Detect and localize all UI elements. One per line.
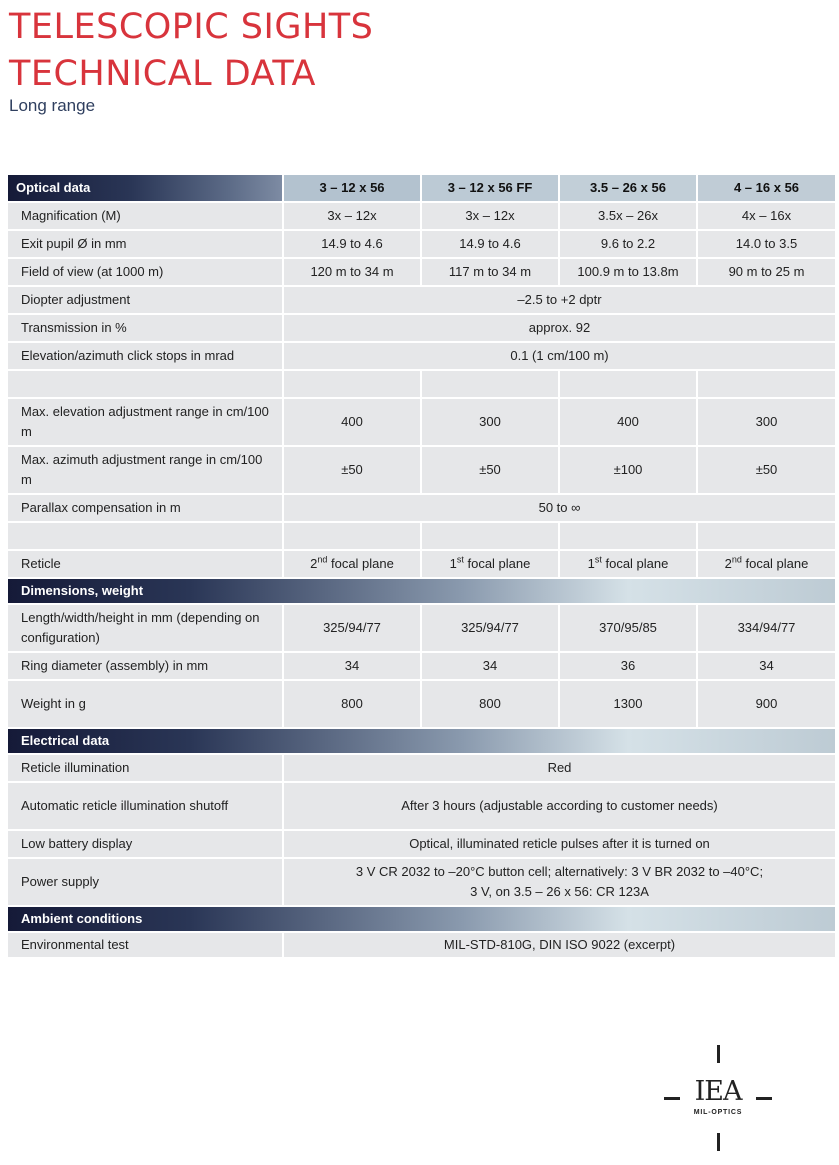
cell-value: 120 m to 34 m [284,259,420,285]
row-label: Weight in g [8,681,282,727]
cell-value: ±100 [560,447,696,493]
power-line-2: 3 V, on 3.5 – 26 x 56: CR 123A [470,884,649,899]
table-row [8,831,835,857]
title-line-2: TECHNICAL DATA [9,54,316,94]
cell-value: 34 [284,653,420,679]
crosshair-right-icon [756,1097,772,1100]
cell-value: 800 [422,681,558,727]
table-row [8,315,835,341]
cell-value: 1300 [560,681,696,727]
row-label: Environmental test [8,933,282,957]
row-label: Magnification (M) [8,203,282,229]
cell-value: 900 [698,681,835,727]
section-title-optical: Optical data [8,175,282,201]
cell-value: 14.9 to 4.6 [422,231,558,257]
section-title-dimensions: Dimensions, weight [8,579,835,603]
cell-value: 3x – 12x [422,203,558,229]
row-label: Elevation/azimuth click stops in mrad [8,343,282,369]
column-header: 3 – 12 x 56 FF [422,175,558,201]
table-row [8,495,835,521]
row-label: Length/width/height in mm (depending on configuration) [8,605,282,651]
row-label: Reticle [8,551,282,577]
table-row [8,399,835,445]
cell-value: 370/95/85 [560,605,696,651]
table-row [8,681,835,727]
title-line-1: TELESCOPIC SIGHTS [9,7,374,47]
table-row [8,859,835,905]
crosshair-left-icon [664,1097,680,1100]
column-header: 4 – 16 x 56 [698,175,835,201]
row-label: Max. azimuth adjustment range in cm/100 m [8,447,282,493]
cell-value: 325/94/77 [284,605,420,651]
cell-value: 34 [422,653,558,679]
cell-value: 400 [284,399,420,445]
row-label: Field of view (at 1000 m) [8,259,282,285]
page-subtitle: Long range [9,96,96,115]
row-label: Reticle illumination [8,755,282,781]
column-header: 3.5 – 26 x 56 [560,175,696,201]
table-row [8,755,835,781]
section-header-row [8,729,835,753]
spacer-row [8,523,835,549]
table-row [8,447,835,493]
optical-header-row [8,175,835,201]
cell-value: ±50 [284,447,420,493]
table-row [8,605,835,651]
cell-value: –2.5 to +2 dptr [284,287,835,313]
crosshair-top-icon [717,1045,720,1063]
cell-value: 300 [422,399,558,445]
cell-value: 14.0 to 3.5 [698,231,835,257]
cell-value: 400 [560,399,696,445]
cell-value: Red [284,755,835,781]
row-label: Low battery display [8,831,282,857]
power-line-1: 3 V CR 2032 to –20°C button cell; alternatively: 3 V BR 2032 to –40°C; [355,864,764,879]
table-row [8,203,835,229]
cell-value: 3x – 12x [284,203,420,229]
technical-data-table [6,173,837,959]
cell-value: 34 [698,653,835,679]
cell-value: After 3 hours (adjustable according to customer needs) [284,783,835,829]
cell-value: 36 [560,653,696,679]
cell-value: 50 to ∞ [284,495,835,521]
cell-value: Optical, illuminated reticle pulses after it is turned on [284,831,835,857]
row-label: Exit pupil Ø in mm [8,231,282,257]
spacer-row [8,371,835,397]
cell-value: 100.9 m to 13.8m [560,259,696,285]
cell-value: 90 m to 25 m [698,259,835,285]
section-title-electrical: Electrical data [8,729,835,753]
cell-value: 14.9 to 4.6 [284,231,420,257]
table-row [8,287,835,313]
section-title-ambient: Ambient conditions [8,907,835,931]
table-row [8,933,835,957]
cell-value: 1st focal plane [422,551,558,577]
cell-value [284,859,835,905]
row-label: Max. elevation adjustment range in cm/100 m [8,399,282,445]
table-row [8,653,835,679]
cell-value: 4x – 16x [698,203,835,229]
table-row [8,343,835,369]
cell-value: 9.6 to 2.2 [560,231,696,257]
column-header: 3 – 12 x 56 [284,175,420,201]
cell-value: 1st focal plane [560,551,696,577]
table-row [8,551,835,577]
cell-value: 334/94/77 [698,605,835,651]
cell-value: 117 m to 34 m [422,259,558,285]
iea-logo [664,1045,772,1151]
cell-value: 300 [698,399,835,445]
table-row [8,231,835,257]
crosshair-bottom-icon [717,1133,720,1151]
row-label: Ring diameter (assembly) in mm [8,653,282,679]
section-header-row [8,907,835,931]
table-row [8,783,835,829]
row-label: Power supply [8,859,282,905]
row-label: Automatic reticle illumination shutoff [8,783,282,829]
cell-value: 2nd focal plane [698,551,835,577]
section-header-row [8,579,835,603]
cell-value: 0.1 (1 cm/100 m) [284,343,835,369]
row-label: Transmission in % [8,315,282,341]
page-title [9,4,373,98]
cell-value: approx. 92 [284,315,835,341]
logo-text: IEA [694,1076,742,1107]
cell-value: 325/94/77 [422,605,558,651]
cell-value: ±50 [698,447,835,493]
cell-value: MIL-STD-810G, DIN ISO 9022 (excerpt) [284,933,835,957]
row-label: Parallax compensation in m [8,495,282,521]
cell-value: 2nd focal plane [284,551,420,577]
cell-value: 3.5x – 26x [560,203,696,229]
cell-value: 800 [284,681,420,727]
table-row [8,259,835,285]
cell-value: ±50 [422,447,558,493]
row-label: Diopter adjustment [8,287,282,313]
logo-subtext: MIL-OPTICS [693,1109,743,1116]
